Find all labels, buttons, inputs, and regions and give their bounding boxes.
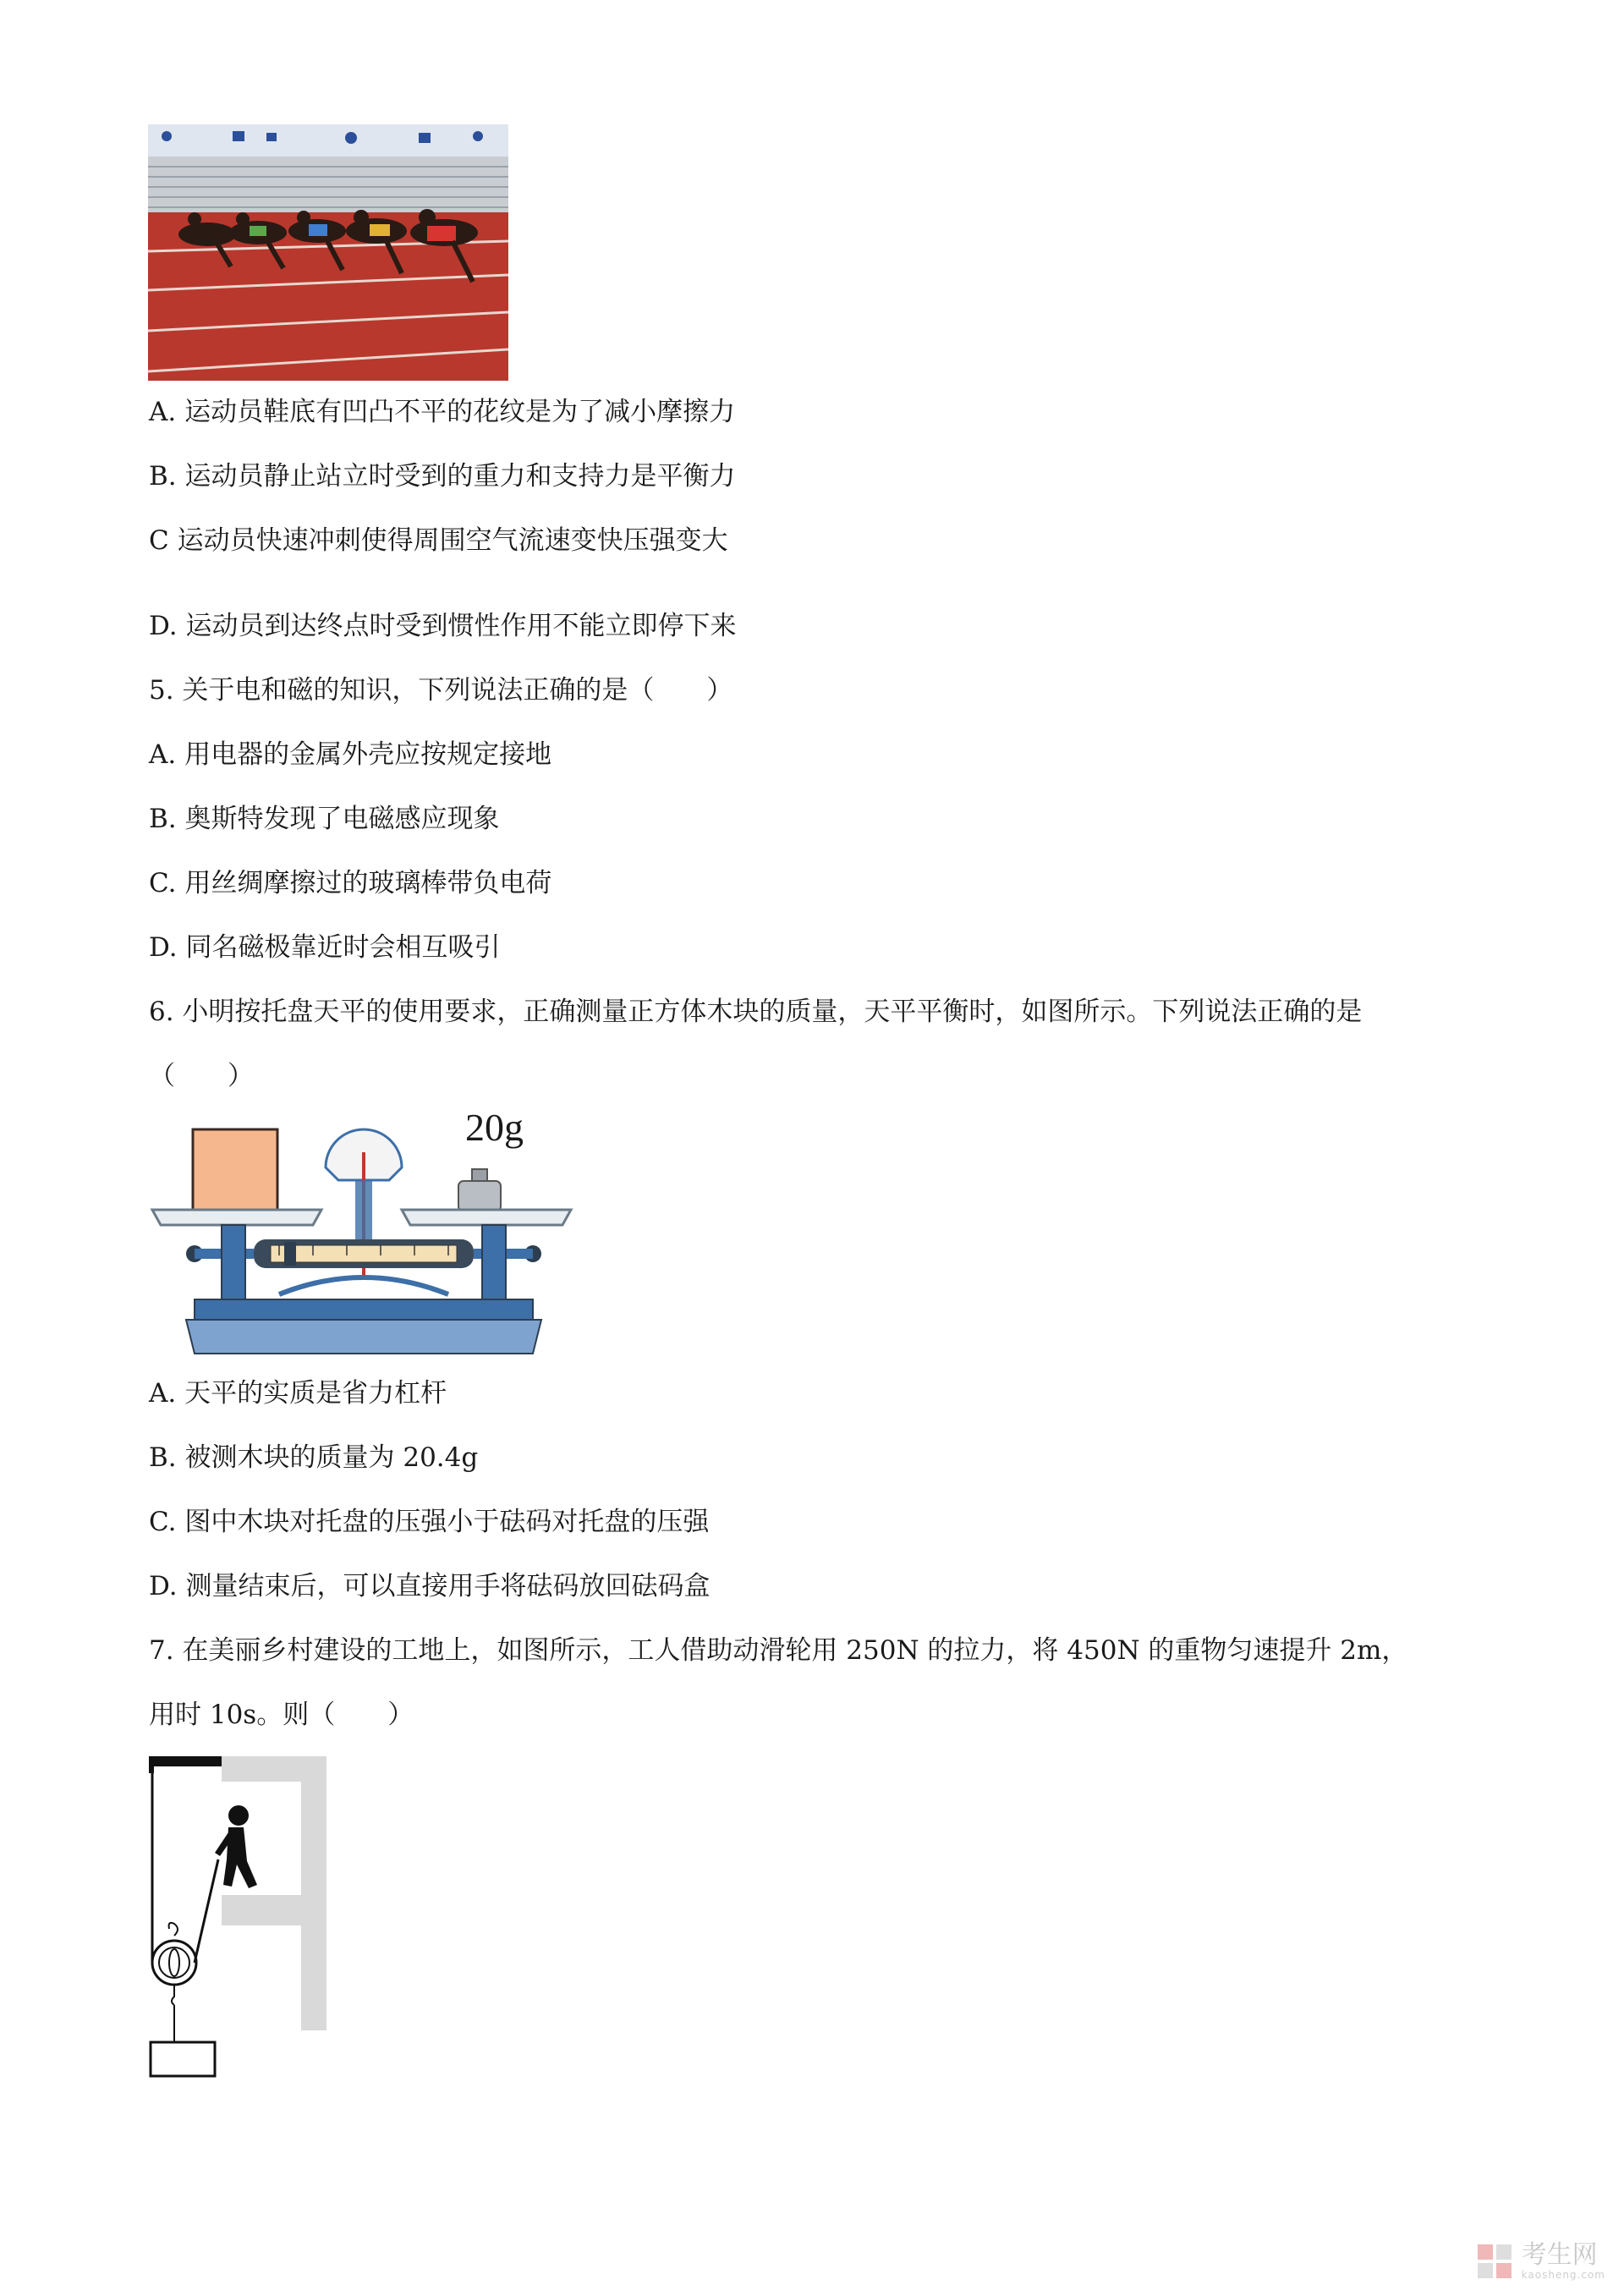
load-box [151, 2042, 215, 2076]
balance-scale-figure [144, 1100, 584, 1370]
worker-silhouette [215, 1805, 257, 1888]
q6-stem-line1: 6. 小明按托盘天平的使用要求，正确测量正方体木块的质量，天平平衡时，如图所示。下列说法正确的是 [149, 997, 1363, 1027]
q5-option-b: B. 奥斯特发现了电磁感应现象 [149, 804, 500, 834]
q5-option-c: C. 用丝绸摩擦过的玻璃棒带负电荷 [149, 868, 552, 898]
q5-option-a: A. 用电器的金属外壳应按规定接地 [149, 739, 552, 770]
weight-20g [458, 1169, 501, 1211]
q6-stem-line2: （ ） [149, 1061, 254, 1091]
sprint-start-photo [148, 124, 508, 381]
q4-option-c: C 运动员快速冲刺使得周围空气流速变快压强变大 [149, 525, 728, 556]
movable-pulley [152, 1923, 196, 2005]
q7-stem-line1: 7. 在美丽乡村建设的工地上，如图所示，工人借助动滑轮用 250N 的拉力，将 450N 的重物匀速提升 2m， [149, 1635, 1408, 1666]
q7-stem-line2: 用时 10s。则（ ） [149, 1700, 414, 1730]
kaosheng-logo-icon [1476, 2243, 1513, 2280]
wooden-block [193, 1129, 277, 1214]
q5-stem: 5. 关于电和磁的知识，下列说法正确的是（ ） [149, 675, 733, 706]
q5-option-d: D. 同名磁极靠近时会相互吸引 [149, 932, 501, 963]
site-watermark [1476, 2242, 1605, 2281]
watermark-text: 考生网 [1521, 2240, 1598, 2270]
q4-option-a: A. 运动员鞋底有凹凸不平的花纹是为了减小摩擦力 [149, 397, 736, 427]
q4-option-b: B. 运动员静止站立时受到的重力和支持力是平衡力 [149, 461, 736, 492]
q6-option-d: D. 测量结束后，可以直接用手将砝码放回砝码盒 [149, 1571, 710, 1601]
q6-option-b: B. 被测木块的质量为 20.4g [149, 1442, 479, 1473]
q6-option-a: A. 天平的实质是省力杠杆 [149, 1378, 447, 1409]
watermark-sub: kaosheng.com [1521, 2269, 1605, 2281]
weight-label: 20g [465, 1106, 524, 1149]
pulley-figure [144, 1751, 338, 2090]
q6-option-c: C. 图中木块对托盘的压强小于砝码对托盘的压强 [149, 1507, 710, 1537]
q4-option-d: D. 运动员到达终点时受到惯性作用不能立即停下来 [149, 611, 737, 641]
